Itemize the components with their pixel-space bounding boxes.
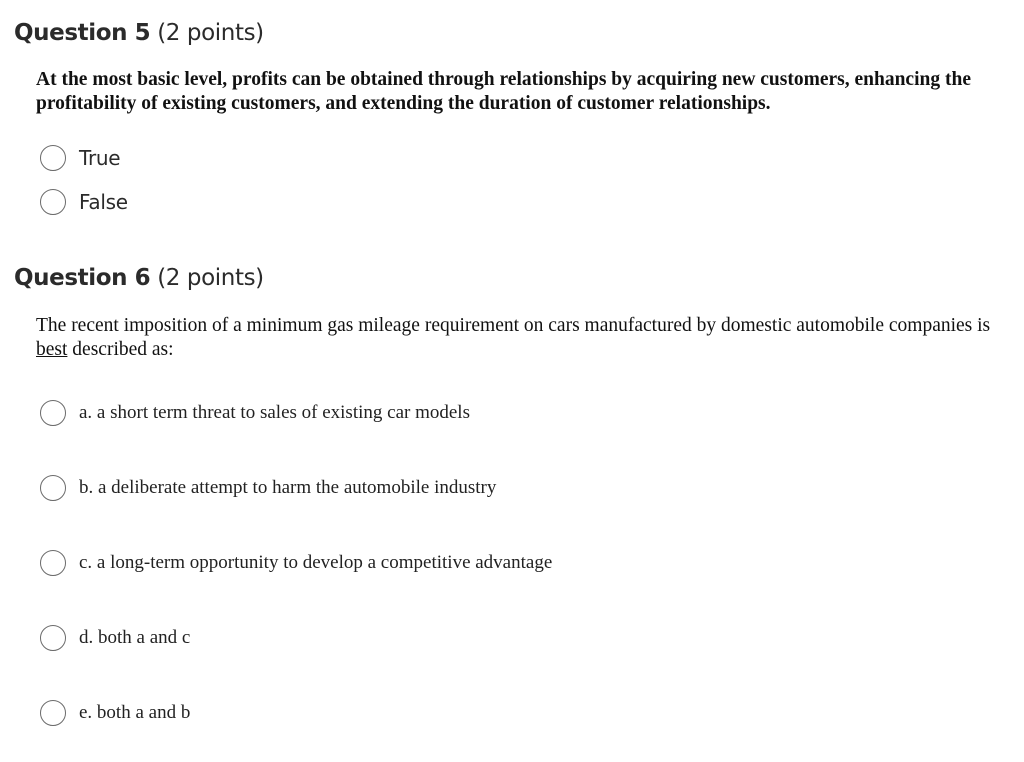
option-false-label: False [79,190,128,214]
question-5-points: (2 points) [157,20,264,46]
option-false[interactable] [40,187,128,217]
radio-circle-icon[interactable] [40,400,66,426]
question-6-text [36,314,996,362]
radio-circle-icon[interactable] [40,625,66,651]
question-6-points: (2 points) [157,265,264,291]
option-b[interactable] [40,473,496,503]
option-a[interactable] [40,398,470,428]
question-6-text-after: described as: [67,339,174,360]
option-c[interactable] [40,548,552,578]
radio-circle-icon[interactable] [40,145,66,171]
option-b-label: b. a deliberate attempt to harm the automobile industry [79,477,497,498]
question-6-title [14,265,264,291]
radio-circle-icon[interactable] [40,550,66,576]
option-d-label: d. both a and c [79,627,191,648]
option-d[interactable] [40,623,190,653]
radio-circle-icon[interactable] [40,475,66,501]
radio-circle-icon[interactable] [40,189,66,215]
question-5-number: Question 5 [14,20,151,46]
question-6-number: Question 6 [14,265,151,291]
radio-circle-icon[interactable] [40,700,66,726]
option-true-label: True [79,146,121,170]
option-c-label: c. a long-term opportunity to develop a competitive advantage [79,552,553,573]
option-e[interactable] [40,698,190,728]
question-5-text: At the most basic level, profits can be obtained through relationships by acquiring new customers, enhancing the profitability of existing customers, and extending the duration of customer relationships. [36,69,971,114]
question-6-text-underlined: best [36,339,68,360]
option-e-label: e. both a and b [79,702,191,723]
option-true[interactable] [40,143,120,173]
question-5-title [14,20,264,46]
question-6-text-before: The recent imposition of a minimum gas mileage requirement on cars manufactured by domestic automobile companies is [36,315,991,336]
option-a-label: a. a short term threat to sales of existing car models [79,402,470,423]
